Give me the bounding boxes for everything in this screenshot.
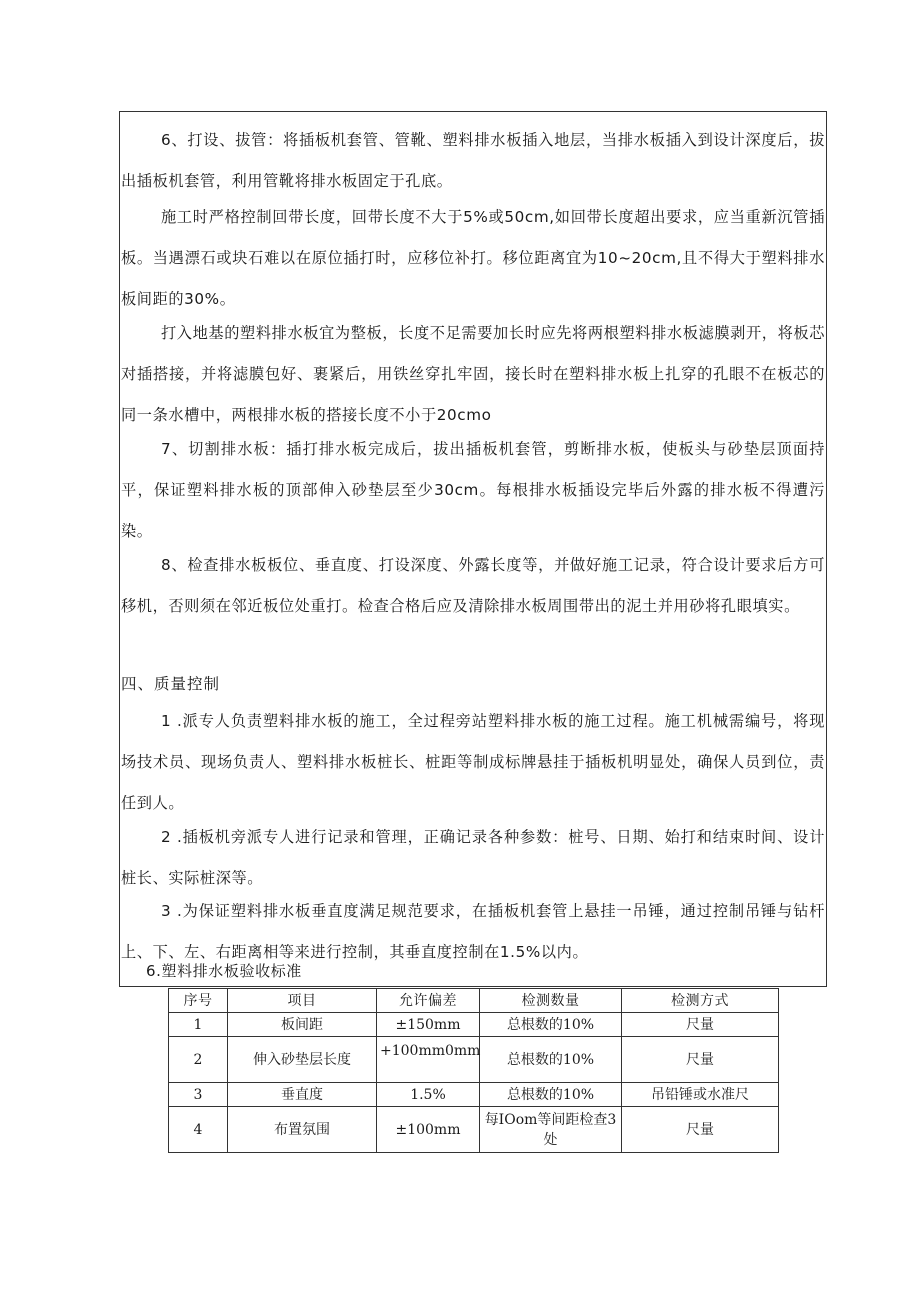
header-method: 检测方式 [622, 989, 779, 1013]
cell-no: 4 [169, 1107, 228, 1153]
acceptance-standard-title: 6.塑料排水板验收标准 [146, 962, 302, 980]
cell-tolerance: 1.5% [377, 1083, 480, 1107]
header-quantity: 检测数量 [480, 989, 622, 1013]
paragraph-return-length: 施工时严格控制回带长度，回带长度不大于5%或50cm,如回带长度超出要求，应当重新沉管插板。当遇漂石或块石难以在原位插打时，应移位补打。移位距离宜为10~20cm,且不得大于塑料排水板间距的30%。 [121, 208, 825, 308]
cell-method: 尺量 [622, 1013, 779, 1037]
table-row [169, 1107, 779, 1153]
cell-no: 3 [169, 1083, 228, 1107]
cell-method: 尺量 [622, 1107, 779, 1153]
header-no: 序号 [169, 989, 228, 1013]
cell-quantity: 总根数的10% [480, 1083, 622, 1107]
paragraph-step7: 7、切割排水板：插打排水板完成后，拔出插板机套管，剪断排水板，使板头与砂垫层顶面持平，保证塑料排水板的顶部伸入砂垫层至少30cm。每根排水板插设完毕后外露的排水板不得遭污染。 [121, 440, 825, 540]
paragraph-step8: 8、检查排水板板位、垂直度、打设深度、外露长度等，并做好施工记录，符合设计要求后方可移机，否则须在邻近板位处重打。检查合格后应及清除排水板周围带出的泥土并用砂将孔眼填实。 [121, 556, 825, 615]
cell-quantity: 每IOom等间距检查3处 [480, 1107, 622, 1153]
paragraph-quality-3: 3 .为保证塑料排水板垂直度满足规范要求，在插板机套管上悬挂一吊锤，通过控制吊锤与钻杆上、下、左、右距离相等来进行控制，其垂直度控制在1.5%以内。 [121, 902, 825, 961]
cell-tolerance: ±150mm [377, 1013, 480, 1037]
cell-item: 板间距 [228, 1013, 377, 1037]
cell-quantity: 总根数的10% [480, 1037, 622, 1083]
table-row [169, 1083, 779, 1107]
acceptance-table [168, 988, 779, 1153]
table-row [169, 1037, 779, 1083]
cell-method: 吊铅锤或水准尺 [622, 1083, 779, 1107]
header-tolerance: 允许偏差 [377, 989, 480, 1013]
cell-item: 垂直度 [228, 1083, 377, 1107]
cell-quantity: 总根数的10% [480, 1013, 622, 1037]
cell-tolerance: ±100mm [377, 1107, 480, 1153]
paragraph-quality-1: 1 .派专人负责塑料排水板的施工，全过程旁站塑料排水板的施工过程。施工机械需编号，将现场技术员、现场负责人、塑料排水板桩长、桩距等制成标牌悬挂于插板机明显处，确保人员到位，责任到人。 [121, 712, 825, 812]
table-header-row [169, 989, 779, 1013]
cell-item: 伸入砂垫层长度 [228, 1037, 377, 1083]
cell-tolerance: +100mm0mm [377, 1037, 480, 1083]
paragraph-step6: 6、打设、拔管：将插板机套管、管靴、塑料排水板插入地层，当排水板插入到设计深度后，拔出插板机套管，利用管靴将排水板固定于孔底。 [121, 131, 825, 190]
cell-item: 布置氛围 [228, 1107, 377, 1153]
paragraph-quality-2: 2 .插板机旁派专人进行记录和管理，正确记录各种参数：桩号、日期、始打和结束时间、设计桩长、实际桩深等。 [121, 828, 825, 887]
cell-no: 1 [169, 1013, 228, 1037]
table-row [169, 1013, 779, 1037]
cell-method: 尺量 [622, 1037, 779, 1083]
paragraph-splicing: 打入地基的塑料排水板宜为整板，长度不足需要加长时应先将两根塑料排水板滤膜剥开，将板芯对插搭接，并将滤膜包好、裹紧后，用铁丝穿扎牢固，接长时在塑料排水板上扎穿的孔眼不在板芯的同一条水槽中，两根排水板的搭接长度不小于20cmo [121, 324, 825, 424]
cell-no: 2 [169, 1037, 228, 1083]
section-heading-quality: 四、质量控制 [121, 675, 221, 693]
header-item: 项目 [228, 989, 377, 1013]
